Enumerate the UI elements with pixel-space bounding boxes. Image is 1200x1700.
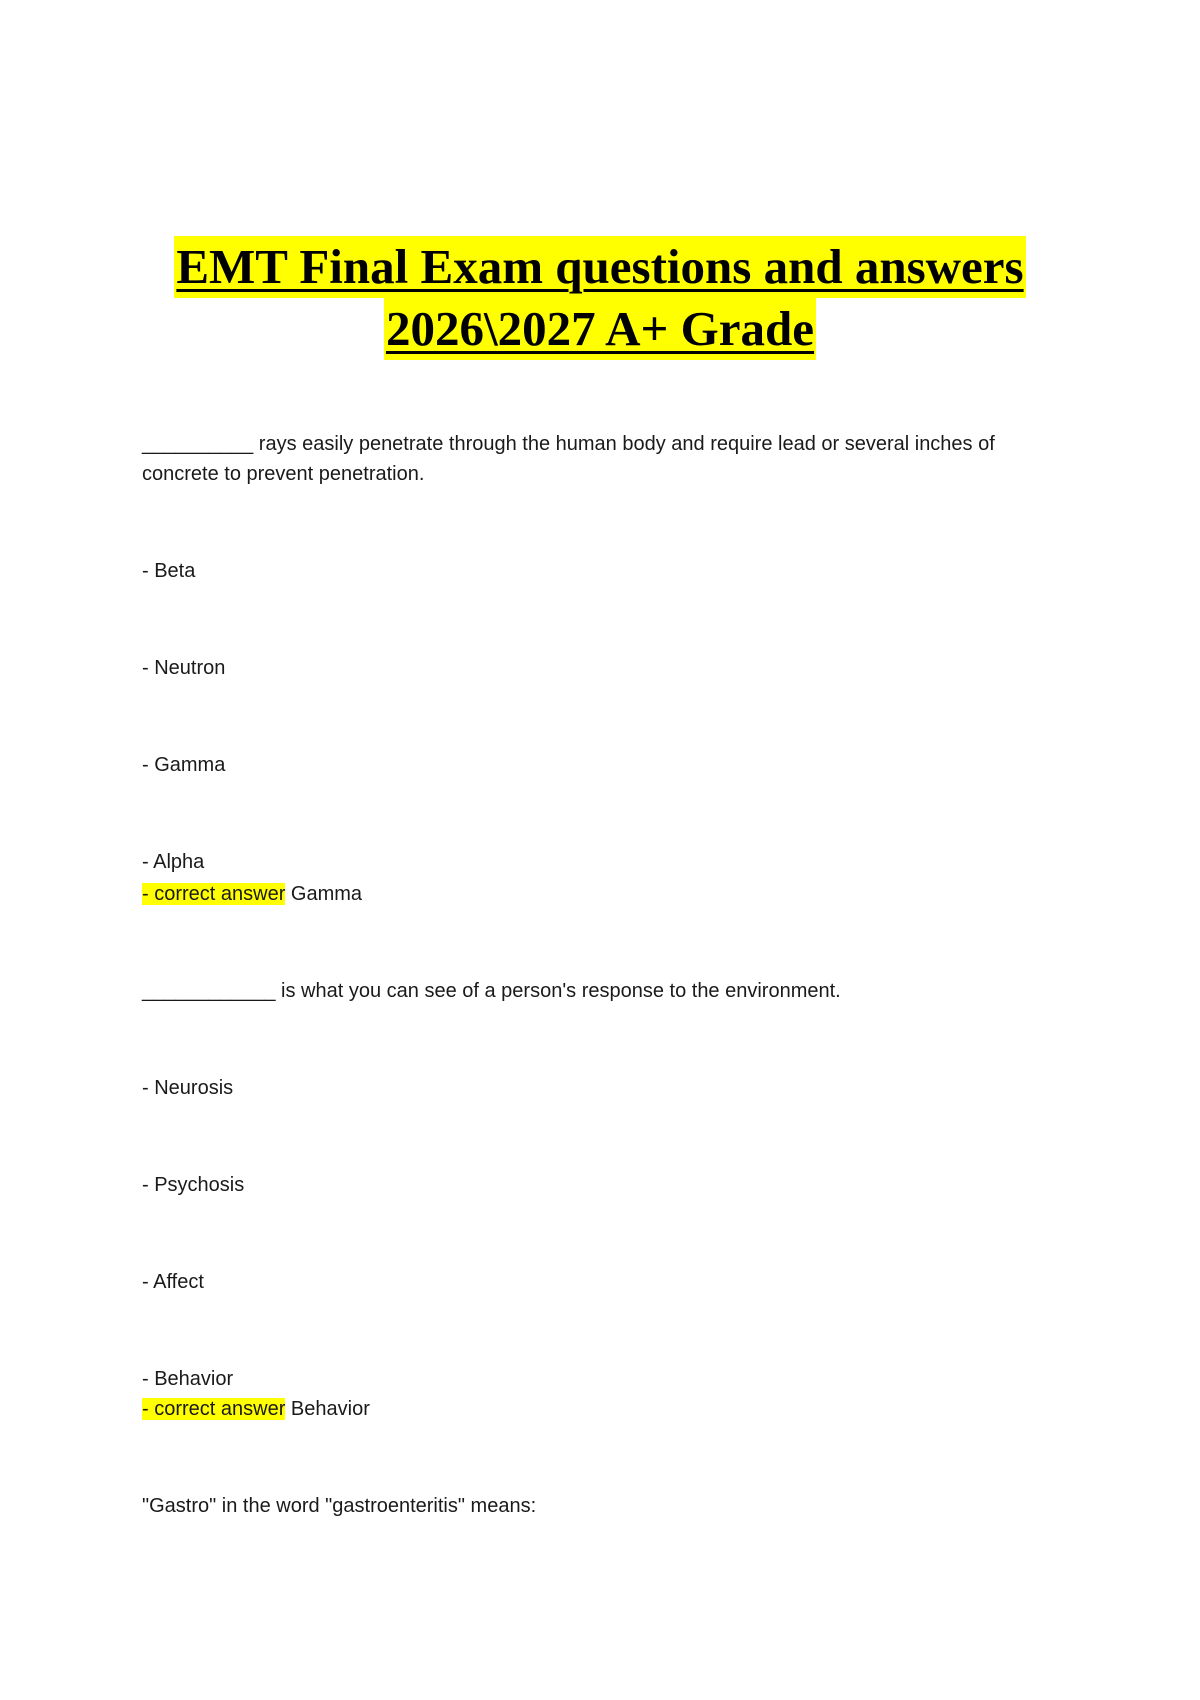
question-3-stem: "Gastro" in the word "gastroenteritis" means: (142, 1495, 537, 1517)
question-1-answer (142, 879, 362, 909)
answer-value: Gamma (285, 883, 363, 905)
question-1-option-4: - Alpha (142, 851, 205, 873)
question-2-option-1: - Neurosis (142, 1077, 234, 1099)
question-2-option-2: - Psychosis (142, 1174, 245, 1196)
question-1-option-3: - Gamma (142, 754, 226, 776)
title-line-2: 2026\2027 A+ Grade (384, 298, 816, 360)
document-title (0, 236, 1200, 360)
question-1-stem: __________ rays easily penetrate through the human body and require lead or several inches of concrete to prevent penetration. (142, 433, 995, 485)
answer-value: Behavior (285, 1398, 370, 1420)
question-2-stem: ____________ is what you can see of a person's response to the environment. (142, 980, 841, 1002)
answer-label-highlight: - correct answer (142, 1398, 286, 1420)
question-1-option-2: - Neutron (142, 657, 226, 679)
question-1-option-1: - Beta (142, 560, 196, 582)
question-2-option-3: - Affect (142, 1271, 204, 1293)
title-line-1: EMT Final Exam questions and answers (174, 236, 1025, 298)
question-2-option-4: - Behavior (142, 1368, 234, 1390)
question-2-answer (142, 1394, 370, 1424)
answer-label-highlight: - correct answer (142, 883, 286, 905)
